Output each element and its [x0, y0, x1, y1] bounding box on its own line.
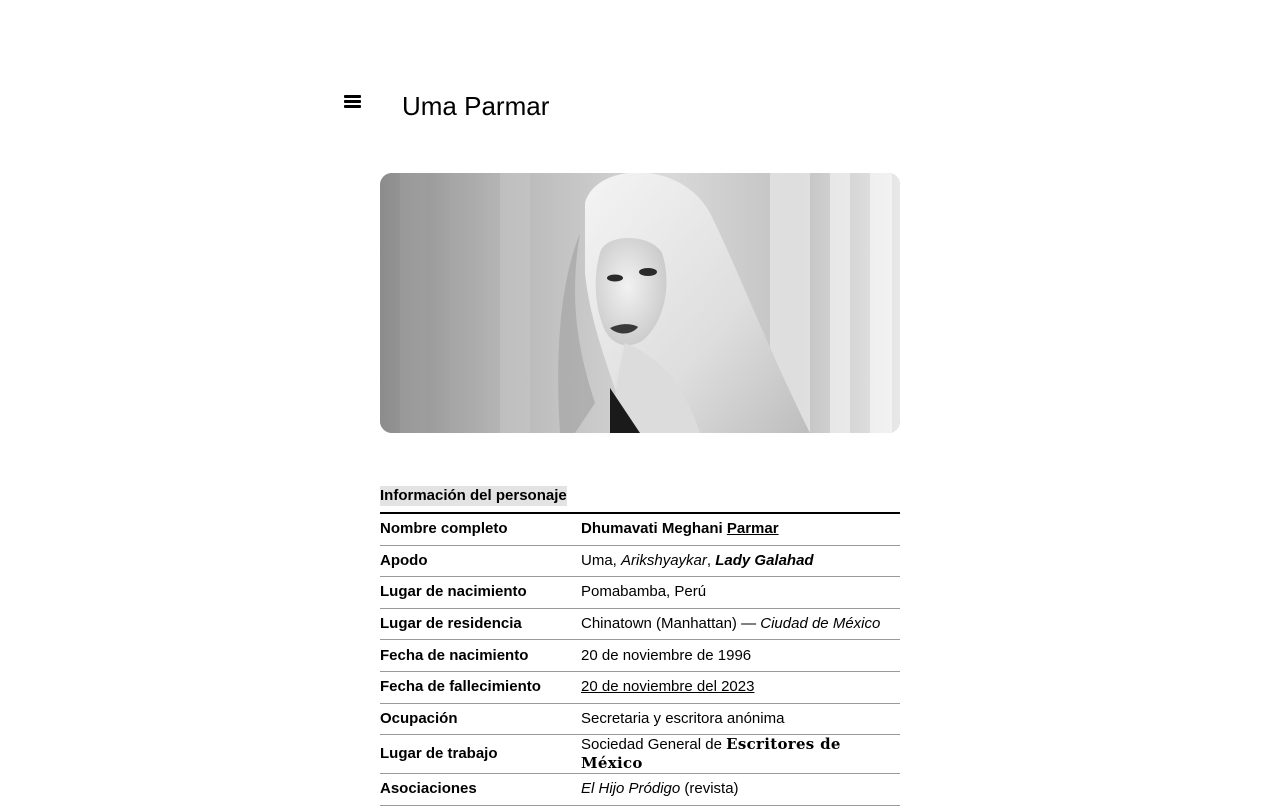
page-title: Uma Parmar	[402, 91, 550, 121]
infobox-value	[581, 735, 900, 774]
portrait-image	[380, 173, 900, 433]
infobox-row-residence	[380, 608, 900, 640]
infobox-key: Asociaciones	[380, 774, 581, 806]
infobox-key: Fecha de nacimiento	[380, 640, 581, 672]
death-date-link[interactable]: 20 de noviembre del 2023	[581, 678, 755, 696]
infobox-key: Lugar de trabajo	[380, 735, 581, 774]
infobox-row-nickname	[380, 545, 900, 577]
infobox-value	[581, 608, 900, 640]
surname-link[interactable]: Parmar	[726, 520, 779, 538]
infobox-value	[581, 513, 900, 545]
infobox-row-birth-date	[380, 640, 900, 672]
character-infobox	[380, 486, 900, 806]
infobox-value	[581, 671, 900, 703]
infobox-row-death-date	[380, 671, 900, 703]
infobox-row-occupation	[380, 703, 900, 735]
full-name-text: Dhumavati Meghani	[581, 520, 727, 538]
infobox-heading: Información del personaje	[380, 487, 567, 504]
infobox-row-workplace	[380, 735, 900, 774]
infobox-key: Fecha de fallecimiento	[380, 671, 581, 703]
nickname-italic: Arikshyaykar	[621, 551, 707, 569]
infobox-row-full-name	[380, 513, 900, 545]
infobox-value	[581, 774, 900, 806]
infobox-table	[380, 512, 900, 806]
workplace-text: Sociedad General de	[581, 736, 727, 754]
workplace-bold: Escritores de México	[581, 735, 841, 773]
residence-text: Chinatown (Manhattan) —	[581, 615, 761, 633]
infobox-row-birthplace	[380, 577, 900, 609]
infobox-key: Lugar de nacimiento	[380, 577, 581, 609]
infobox-key: Apodo	[380, 545, 581, 577]
infobox-key: Lugar de residencia	[380, 608, 581, 640]
hamburger-menu-icon[interactable]	[344, 94, 362, 110]
nickname-bold-italic: Lady Galahad	[715, 551, 814, 569]
infobox-value: 20 de noviembre de 1996	[581, 640, 900, 672]
infobox-row-associations	[380, 774, 900, 806]
infobox-value	[581, 545, 900, 577]
residence-italic: Ciudad de México	[760, 615, 881, 633]
association-italic: El Hijo Pródigo	[581, 780, 681, 798]
infobox-value: Pomabamba, Perú	[581, 577, 900, 609]
infobox-key: Ocupación	[380, 703, 581, 735]
nickname-separator: ,	[706, 551, 716, 569]
association-text: (revista)	[680, 780, 739, 798]
nickname-text: Uma,	[581, 551, 622, 569]
infobox-value: Secretaria y escritora anónima	[581, 703, 900, 735]
infobox-key: Nombre completo	[380, 513, 581, 545]
